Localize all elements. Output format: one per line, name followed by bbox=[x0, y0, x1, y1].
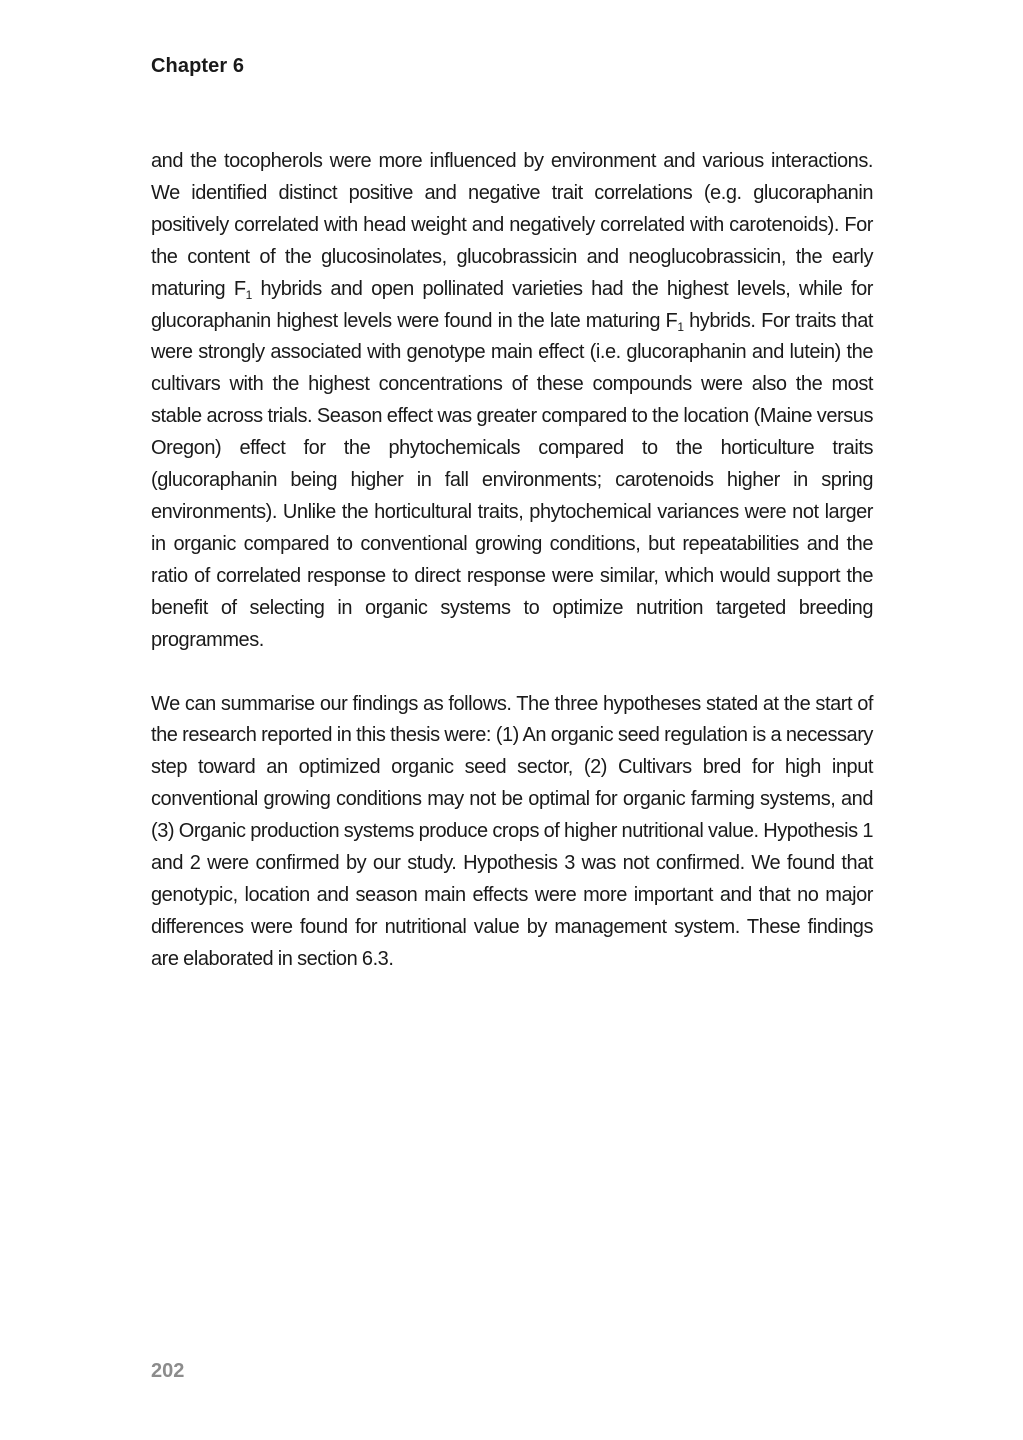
paragraph-1-text-a: and the tocopherols were more influenced by environment and various interactions. We identified distinct positive and negative trait correlations (e.g. glucoraphanin positively correlated with head weight and negatively correlated with carotenoids). For the content of the glucosinolates, glucobrassicin and neoglucobrassicin, the early maturing F bbox=[151, 150, 873, 300]
chapter-header: Chapter 6 bbox=[151, 55, 245, 77]
paragraph-1-text-b: hybrids and open pollinated varieties had the highest levels, while for glucoraphanin highest levels were found in the late maturing F bbox=[151, 277, 873, 332]
subscript-1: 1 bbox=[245, 287, 252, 302]
paragraph-1-text-c: hybrids. For traits that were strongly associated with genotype main effect (i.e. glucoraphanin and lutein) the cultivars with the highest concentrations of these compounds were also the most stable across trials. Season effect was greater compared to the location (Maine versus Oregon) effect for the phytochemicals compared to the horticulture traits (glucoraphanin being higher in fall environments; carotenoids higher in spring environments). Unlike the horticultural traits, phytochemical variances were not larger in organic compared to conventional growing conditions, but repeatabilities and the ratio of correlated response to direct response were similar, which would support the benefit of selecting in organic systems to optimize nutrition targeted breeding programmes. bbox=[151, 309, 873, 651]
body-text bbox=[151, 146, 873, 976]
page-number: 202 bbox=[151, 1360, 185, 1382]
paragraph-1 bbox=[151, 146, 873, 657]
subscript-1: 1 bbox=[677, 319, 684, 334]
paragraph-2: We can summarise our findings as follows. The three hypotheses stated at the start of the research reported in this thesis were: (1) An organic seed regulation is a necessary step toward an optimized organic seed sector, (2) Cultivars bred for high input conventional growing conditions may not be optimal for organic farming systems, and (3) Organic production systems produce crops of higher nutritional value. Hypothesis 1 and 2 were confirmed by our study. Hypothesis 3 was not confirmed. We found that genotypic, location and season main effects were more important and that no major differences were found for nutritional value by management system. These findings are elaborated in section 6.3. bbox=[151, 692, 873, 970]
